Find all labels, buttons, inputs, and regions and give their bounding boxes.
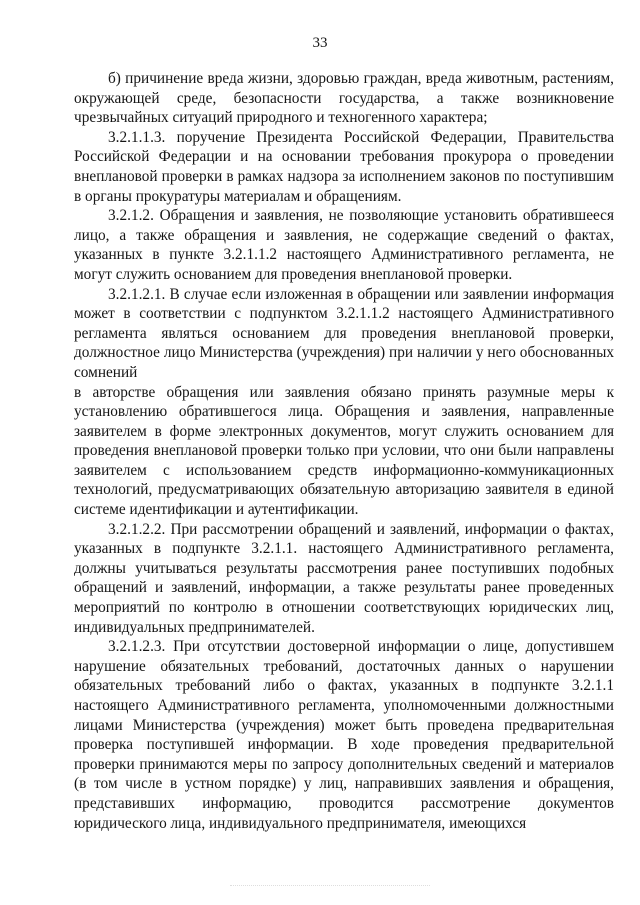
paragraph-3-2-1-1-3: 3.2.1.1.3. поручение Президента Российской Федерации, Правительства Российской Федерации и на основании требования прокурора о проведении внеплановой проверки в рамках надзора за исполнением законов по поступившим в органы прокуратуры материалам и обращениям.: [74, 128, 614, 205]
document-body: [74, 69, 614, 833]
paragraph-3-2-1-2: 3.2.1.2. Обращения и заявления, не позволяющие установить обратившееся лицо, а также обращения и заявления, не содержащие сведений о фактах, указанных в пункте 3.2.1.1.2 настоящего Административного регламента, не могут служить основанием для проведения внеплановой проверки.: [74, 207, 614, 283]
paragraph-b-harm: б) причинение вреда жизни, здоровью граждан, вреда животным, растениям, окружающей среде, безопасности государства, а также возникновение чрезвычайных ситуаций природного и техногенного характера;: [74, 70, 614, 127]
page-number: 33: [312, 35, 328, 51]
paragraph-3-2-1-2-1: 3.2.1.2.1. В случае если изложенная в обращении или заявлении информация может в соответствии с подпунктом 3.2.1.1.2 настоящего Административного регламента являться основанием для проведения внеплановой проверки, должностное лицо Министерства (учреждения) при наличии у него обоснованных сомнений: [74, 285, 614, 381]
paragraph-3-2-1-2-3: 3.2.1.2.3. При отсутствии достоверной информации о лице, допустившем нарушение обязательных требований, достаточных данных о нарушении обязательных требований либо о фактах, указанных в подпункте 3.2.1.1 настоящего Административного регламента, уполномоченными должностными лицами Министерства (учреждения) может быть проведена предварительная проверка поступившей информации. В ходе проведения предварительной проверки принимаются меры по запросу дополнительных сведений и материалов (в том числе в устном порядке) у лиц, направивших заявления и обращения, представивших информацию, проводится рассмотрение документов юридического лица, индивидуального предпринимателя, имеющихся: [74, 638, 614, 832]
paragraph-3-2-1-2-1-continued: в авторстве обращения или заявления обязано принять разумные меры к установлению обратившегося лица. Обращения и заявления, направленные заявителем в форме электронных документов, могут служить основанием для проведения внеплановой проверки только при условии, что они были направлены заявителем с использованием средств информационно-коммуникационных технологий, предусматривающих обязательную авторизацию заявителя в единой системе идентификации и аутентификации.: [74, 383, 614, 519]
scan-artifact: [230, 885, 430, 890]
paragraph-3-2-1-2-2: 3.2.1.2.2. При рассмотрении обращений и заявлений, информации о фактах, указанных в подпункте 3.2.1.1. настоящего Административного регламента, должны учитываться результаты рассмотрения ранее поступивших подобных обращений и заявлений, информации, а также результаты ранее проведенных мероприятий по контролю в отношении соответствующих юридических лиц, индивидуальных предпринимателей.: [74, 520, 614, 636]
